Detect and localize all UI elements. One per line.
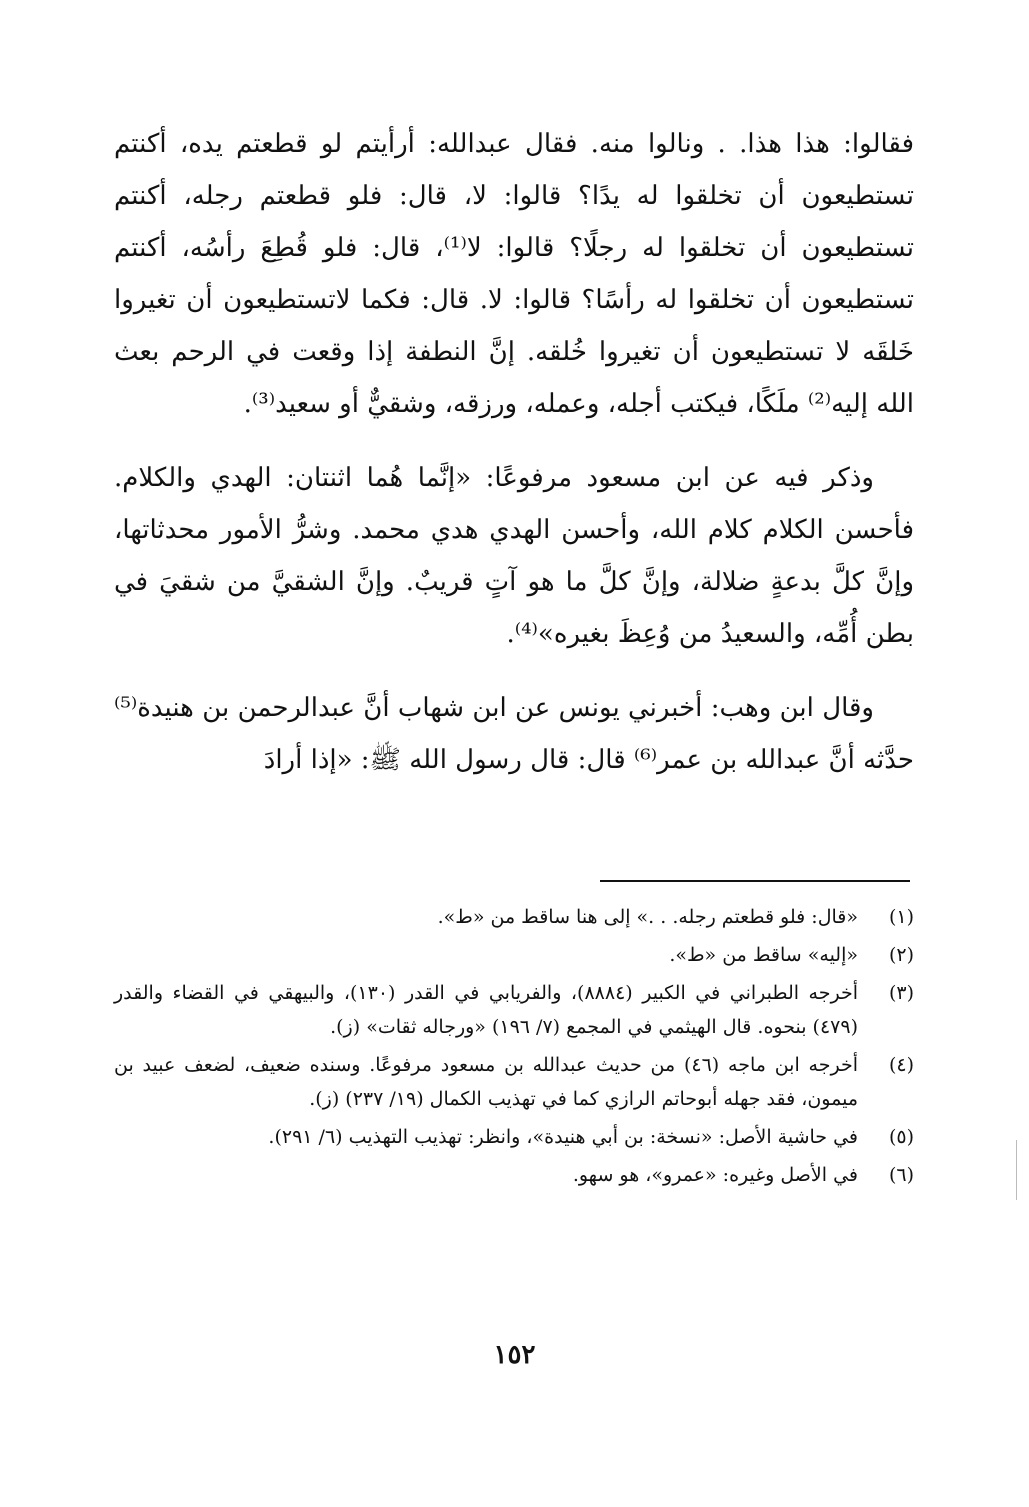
footnote-item bbox=[114, 1158, 914, 1192]
paragraph-1: فقالوا: هذا هذا. . ونالوا منه. فقال عبدالله: أرأيتم لو قطعتم يده، أكنتم تستطيعون أن تخلقوا له يدًا؟ قالوا: لا، قال: فلو قطعتم رجله، أكنتم تستطيعون أن تخلقوا له رجلًا؟ قالوا: لا⁽¹⁾، قال: فلو قُطِعَ رأسُه، أكنتم تستطيعون أن تخلقوا له رأسًا؟ قالوا: لا. قال: فكما لاتستطيعون أن تغيروا خَلقَه لا تستطيعون أن تغيروا خُلقه. إنَّ النطفة إذا وقعت في الرحم بعث الله إليه⁽²⁾ ملَكًا، فيكتب أجله، وعمله، ورزقه، وشقيٌّ أو سعيد⁽³⁾. bbox=[114, 129, 915, 419]
footnote-text: «إليه» ساقط من «ط». bbox=[669, 944, 858, 966]
footnote-item bbox=[114, 900, 914, 934]
footnote-number: (٢) bbox=[888, 944, 914, 966]
footnote-number: (٥) bbox=[888, 1126, 914, 1148]
footnotes bbox=[114, 900, 914, 1196]
footnote-text: في الأصل وغيره: «عمرو»، هو سهو. bbox=[572, 1164, 858, 1186]
footnote-number: (٣) bbox=[888, 982, 914, 1004]
footnote-text: أخرجه ابن ماجه (٤٦) من حديث عبدالله بن مسعود مرفوعًا. وسنده ضعيف، لضعف عبيد بن ميمون، فقد جهله أبوحاتم الرازي كما في تهذيب الكمال (١٩/ ٢٣٧) (ز). bbox=[114, 1054, 858, 1110]
footnote-item bbox=[114, 1120, 914, 1154]
footnote-item bbox=[114, 976, 914, 1044]
footnote-number: (٤) bbox=[888, 1054, 914, 1076]
footnote-text: في حاشية الأصل: «نسخة: بن أبي هنيدة»، وانظر: تهذيب التهذيب (٦/ ٢٩١). bbox=[268, 1126, 858, 1148]
footnote-text: «قال: فلو قطعتم رجله. . .» إلى هنا ساقط من «ط». bbox=[437, 906, 858, 928]
page-number: ١٥٢ bbox=[493, 1340, 536, 1370]
paragraph-3: وقال ابن وهب: أخبرني يونس عن ابن شهاب أنَّ عبدالرحمن بن هنيدة⁽⁵⁾ حدَّثه أنَّ عبدالله بن عمر⁽⁶⁾ قال: قال رسول الله ﷺ: «إذا أرادَ bbox=[114, 693, 914, 775]
footnote-separator bbox=[600, 880, 910, 882]
scan-margin-line bbox=[1016, 1140, 1017, 1200]
main-text bbox=[114, 118, 914, 786]
footnote-item bbox=[114, 938, 914, 972]
footnote-text: أخرجه الطبراني في الكبير (٨٨٨٤)، والفريابي في القدر (١٣٠)، والبيهقي في القضاء والقدر (٤٧٩) بنحوه. قال الهيثمي في المجمع (٧/ ١٩٦) «ورجاله ثقات» (ز). bbox=[114, 982, 858, 1038]
paragraph-2: وذكر فيه عن ابن مسعود مرفوعًا: «إنَّما هُما اثنتان: الهدي والكلام. فأحسن الكلام كلام الله، وأحسن الهدي هدي محمد. وشرُّ الأمور محدثاتها، وإنَّ كلَّ بدعةٍ ضلالة، وإنَّ كلَّ ما هو آتٍ قريبٌ. وإنَّ الشقيَّ من شقيَ في بطن أُمِّه، والسعيدُ من وُعِظَ بغيره»⁽⁴⁾. bbox=[114, 463, 914, 649]
footnote-number: (١) bbox=[888, 906, 914, 928]
footnote-item bbox=[114, 1048, 914, 1116]
footnote-number: (٦) bbox=[888, 1164, 914, 1186]
